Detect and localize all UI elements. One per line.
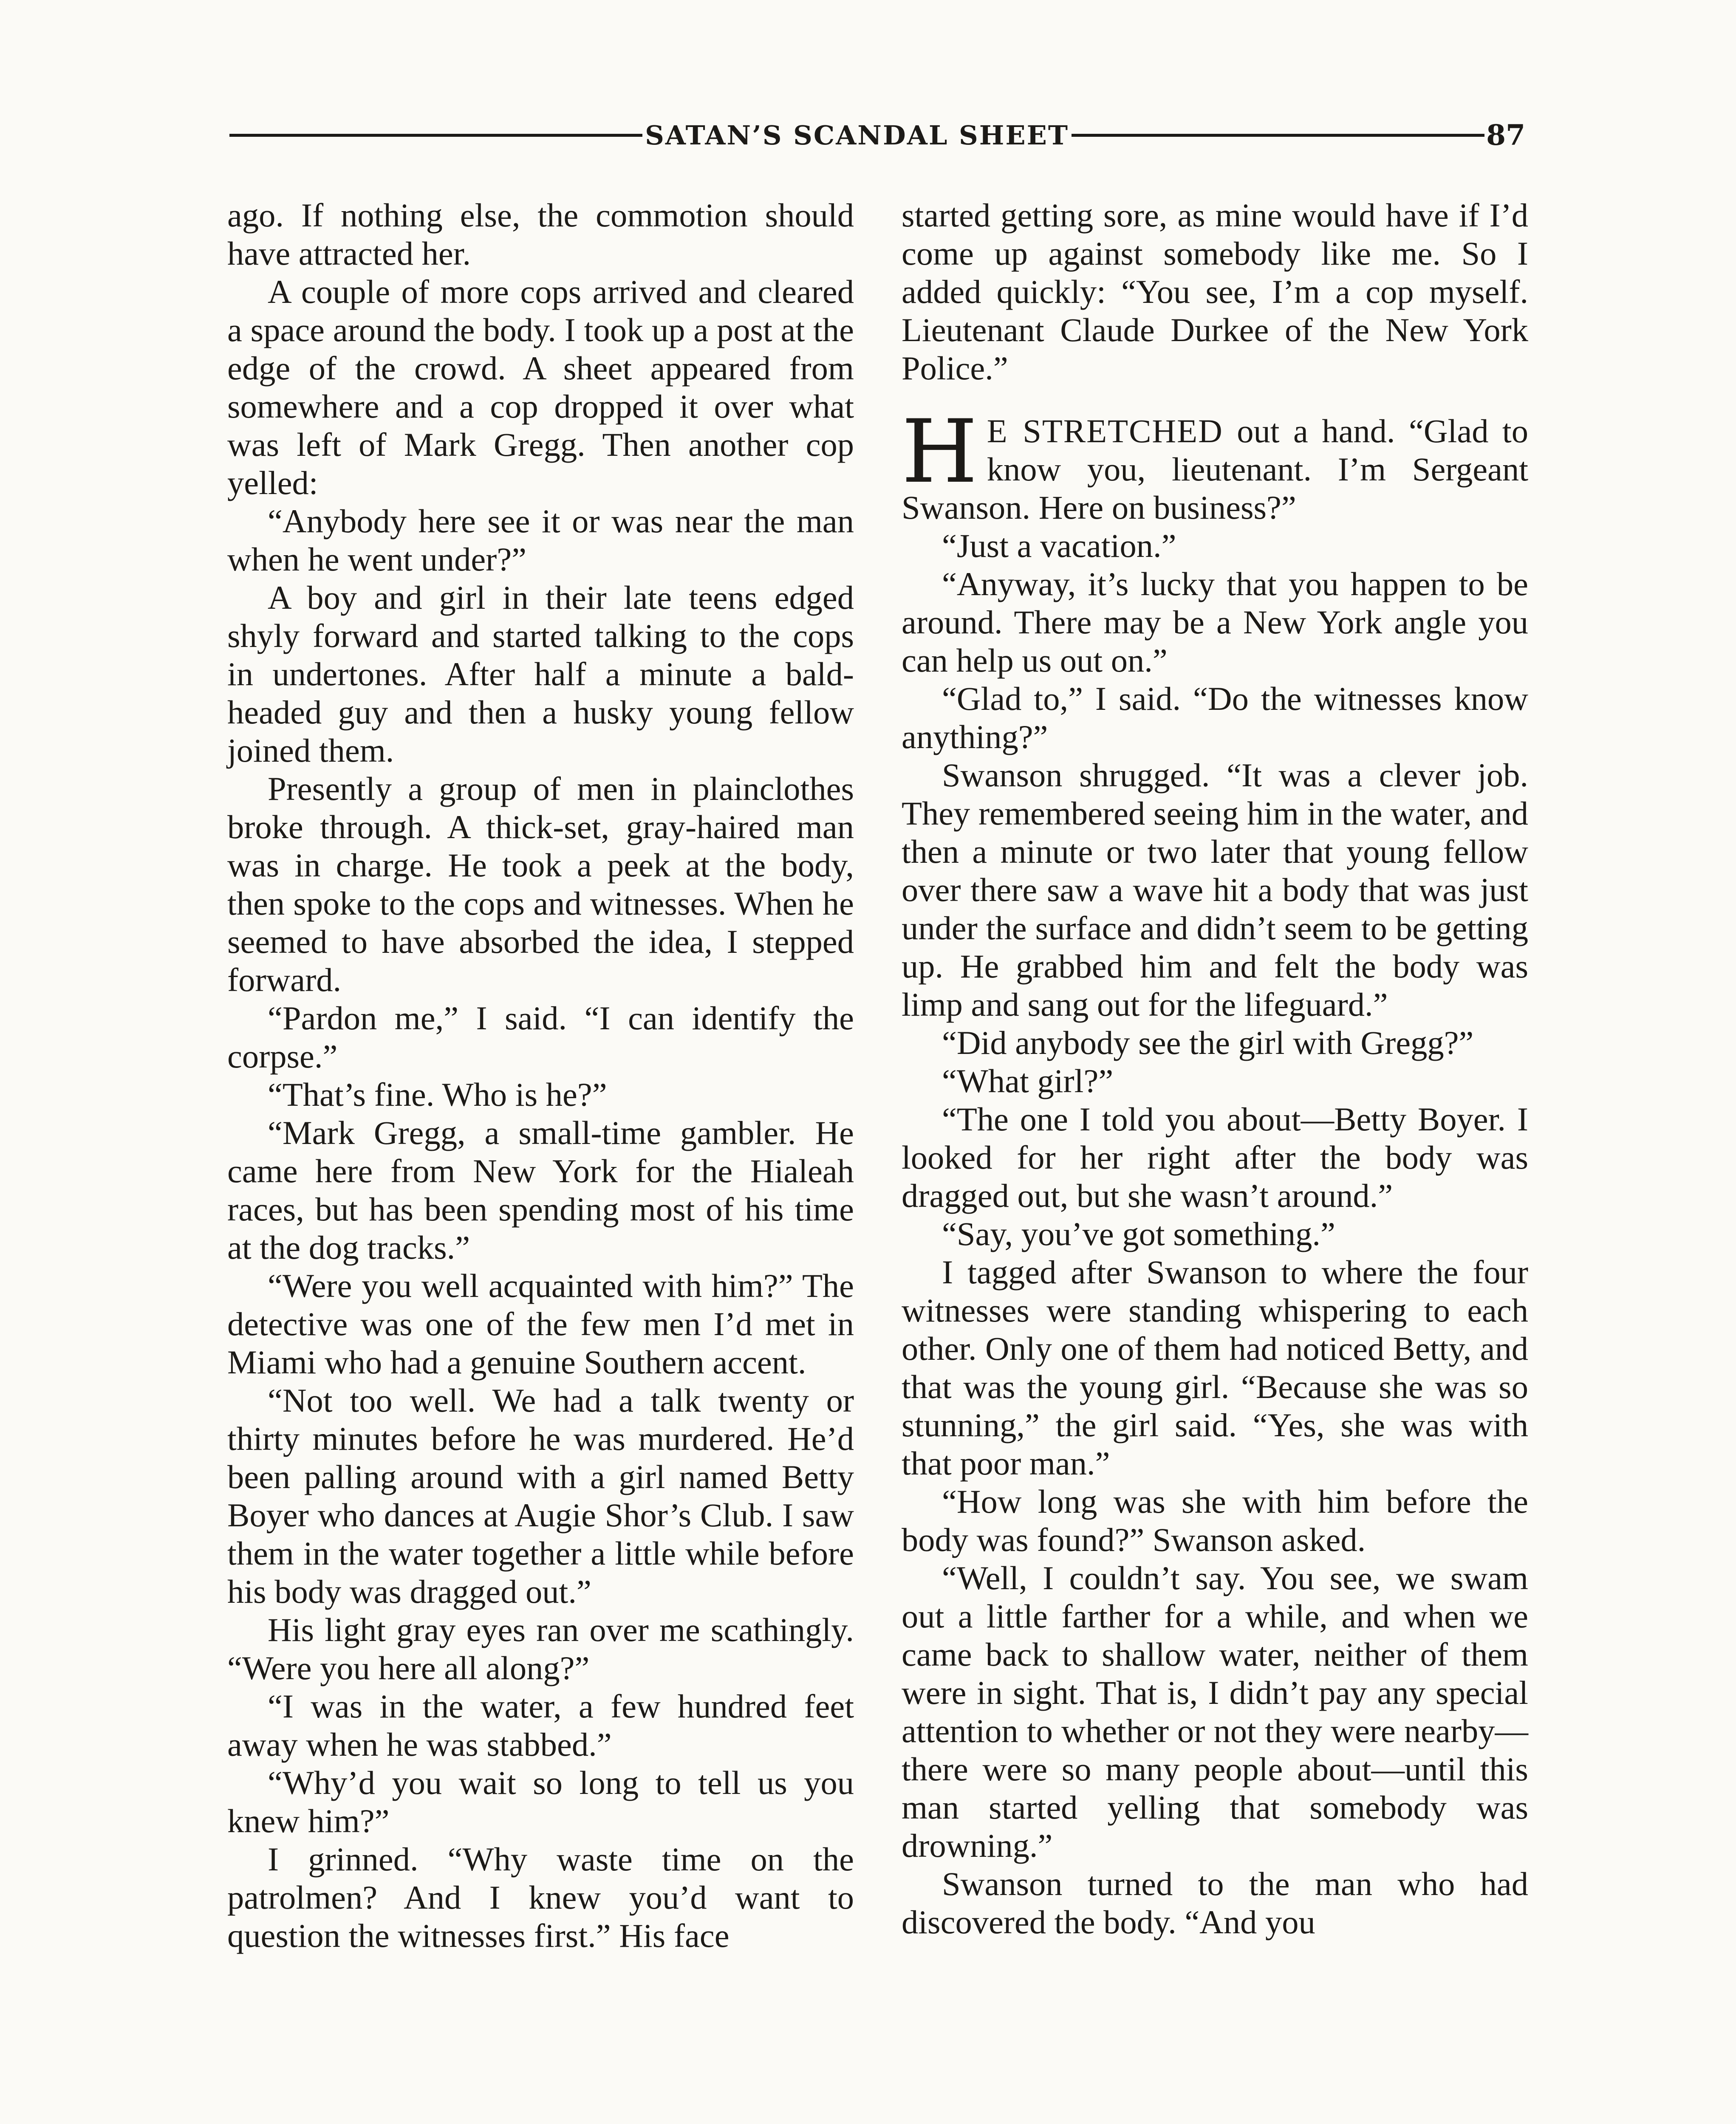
paragraph: started getting sore, as mine would have if I’d come up against somebody like me. So I added quickly: “You see, I’m a cop myself. Lieutenant Claude Durkee of the New York Police.” bbox=[902, 197, 1528, 387]
paragraph: Swanson shrugged. “It was a clever job. They remembered seeing him in the water, and then a minute or two later that young fellow over there saw a wave hit a body that was just under the surface and didn’t seem to be getting up. He grabbed him and felt the body was limp and sang out for the lifeguard.” bbox=[902, 757, 1528, 1023]
paragraph: “Say, you’ve got something.” bbox=[942, 1215, 1335, 1252]
lead-in-caps: E STRETCHED bbox=[987, 412, 1223, 449]
running-head-title: SATAN’S SCANDAL SHEET bbox=[645, 119, 1069, 151]
paragraph: “I was in the water, a few hundred feet away when he was stabbed.” bbox=[227, 1688, 854, 1763]
paragraph: “Mark Gregg, a small-time gambler. He came here from New York for the Hialeah races, but has been spending most of his time at the dog tracks.” bbox=[227, 1114, 854, 1266]
paragraph: ago. If nothing else, the commotion should have attracted her. bbox=[227, 197, 854, 272]
paragraph: I tagged after Swanson to where the four witnesses were standing whispering to each other. Only one of them had noticed Betty, and that was the young girl. “Because she was so stunning,” the girl said. “Yes, she was with that poor man.” bbox=[902, 1254, 1528, 1482]
running-head-right-rule bbox=[1072, 134, 1484, 137]
paragraph: “Anyway, it’s lucky that you happen to be around. There may be a New York angle you can help us out on.” bbox=[902, 565, 1528, 679]
paragraph: “Anybody here see it or was near the man when he went under?” bbox=[227, 503, 854, 578]
right-column bbox=[902, 196, 1528, 1941]
paragraph: “The one I told you about—Betty Boyer. I looked for her right after the body was dragged out, but she wasn’t around.” bbox=[902, 1101, 1528, 1214]
section-opening-text: out a hand. “Glad to know you, lieutenant. I’m Sergeant Swanson. Here on business?” bbox=[902, 412, 1528, 526]
paragraph: A boy and girl in their late teens edged shyly forward and started talking to the cops in undertones. After half a minute a bald-headed guy and then a husky young fellow joined them. bbox=[227, 579, 854, 769]
paragraph: “How long was she with him before the body was found?” Swanson asked. bbox=[902, 1483, 1528, 1558]
paragraph: A couple of more cops arrived and cleared a space around the body. I took up a post at the edge of the crowd. A sheet appeared from somewhere and a cop dropped it over what was left of Mark Gregg. Then another cop yelled: bbox=[227, 273, 854, 501]
drop-cap: H bbox=[902, 401, 978, 503]
paragraph: “Just a vacation.” bbox=[942, 527, 1176, 564]
paragraph: His light gray eyes ran over me scathingly. “Were you here all along?” bbox=[227, 1611, 854, 1686]
running-head-left-rule bbox=[229, 134, 642, 137]
paragraph: “Glad to,” I said. “Do the witnesses know anything?” bbox=[902, 680, 1528, 755]
paragraph: “Pardon me,” I said. “I can identify the corpse.” bbox=[227, 1000, 854, 1075]
paragraph: I grinned. “Why waste time on the patrolmen? And I knew you’d want to question the witnesses first.” His face bbox=[227, 1841, 854, 1954]
paragraph: “Not too well. We had a talk twenty or thirty minutes before he was murdered. He’d been palling around with a girl named Betty Boyer who dances at Augie Shor’s Club. I saw them in the water together a little while before his body was dragged out.” bbox=[227, 1382, 854, 1610]
paragraph: “That’s fine. Who is he?” bbox=[268, 1076, 607, 1113]
paragraph: “What girl?” bbox=[942, 1062, 1114, 1099]
paragraph: “Well, I couldn’t say. You see, we swam out a little farther for a while, and when we came back to shallow water, neither of them were in sight. That is, I didn’t pay any special attention to whether or not they were nearby—there were so many people about—until this man started yelling that somebody was drowning.” bbox=[902, 1559, 1528, 1864]
section-opening-paragraph bbox=[902, 401, 1528, 527]
paragraph: “Were you well acquainted with him?” The detective was one of the few men I’d met in Miami who had a genuine Southern accent. bbox=[227, 1267, 854, 1381]
paragraph: “Did anybody see the girl with Gregg?” bbox=[942, 1024, 1474, 1061]
running-head bbox=[229, 114, 1525, 156]
paragraph: “Why’d you wait so long to tell us you knew him?” bbox=[227, 1764, 854, 1839]
page-number: 87 bbox=[1486, 119, 1526, 152]
paragraph: Presently a group of men in plainclothes broke through. A thick-set, gray-haired man was in charge. He took a peek at the body, then spoke to the cops and witnesses. When he seemed to have absorbed the idea, I stepped forward. bbox=[227, 770, 854, 998]
left-column bbox=[227, 196, 854, 1955]
paragraph: Swanson turned to the man who had discovered the body. “And you bbox=[902, 1865, 1528, 1940]
